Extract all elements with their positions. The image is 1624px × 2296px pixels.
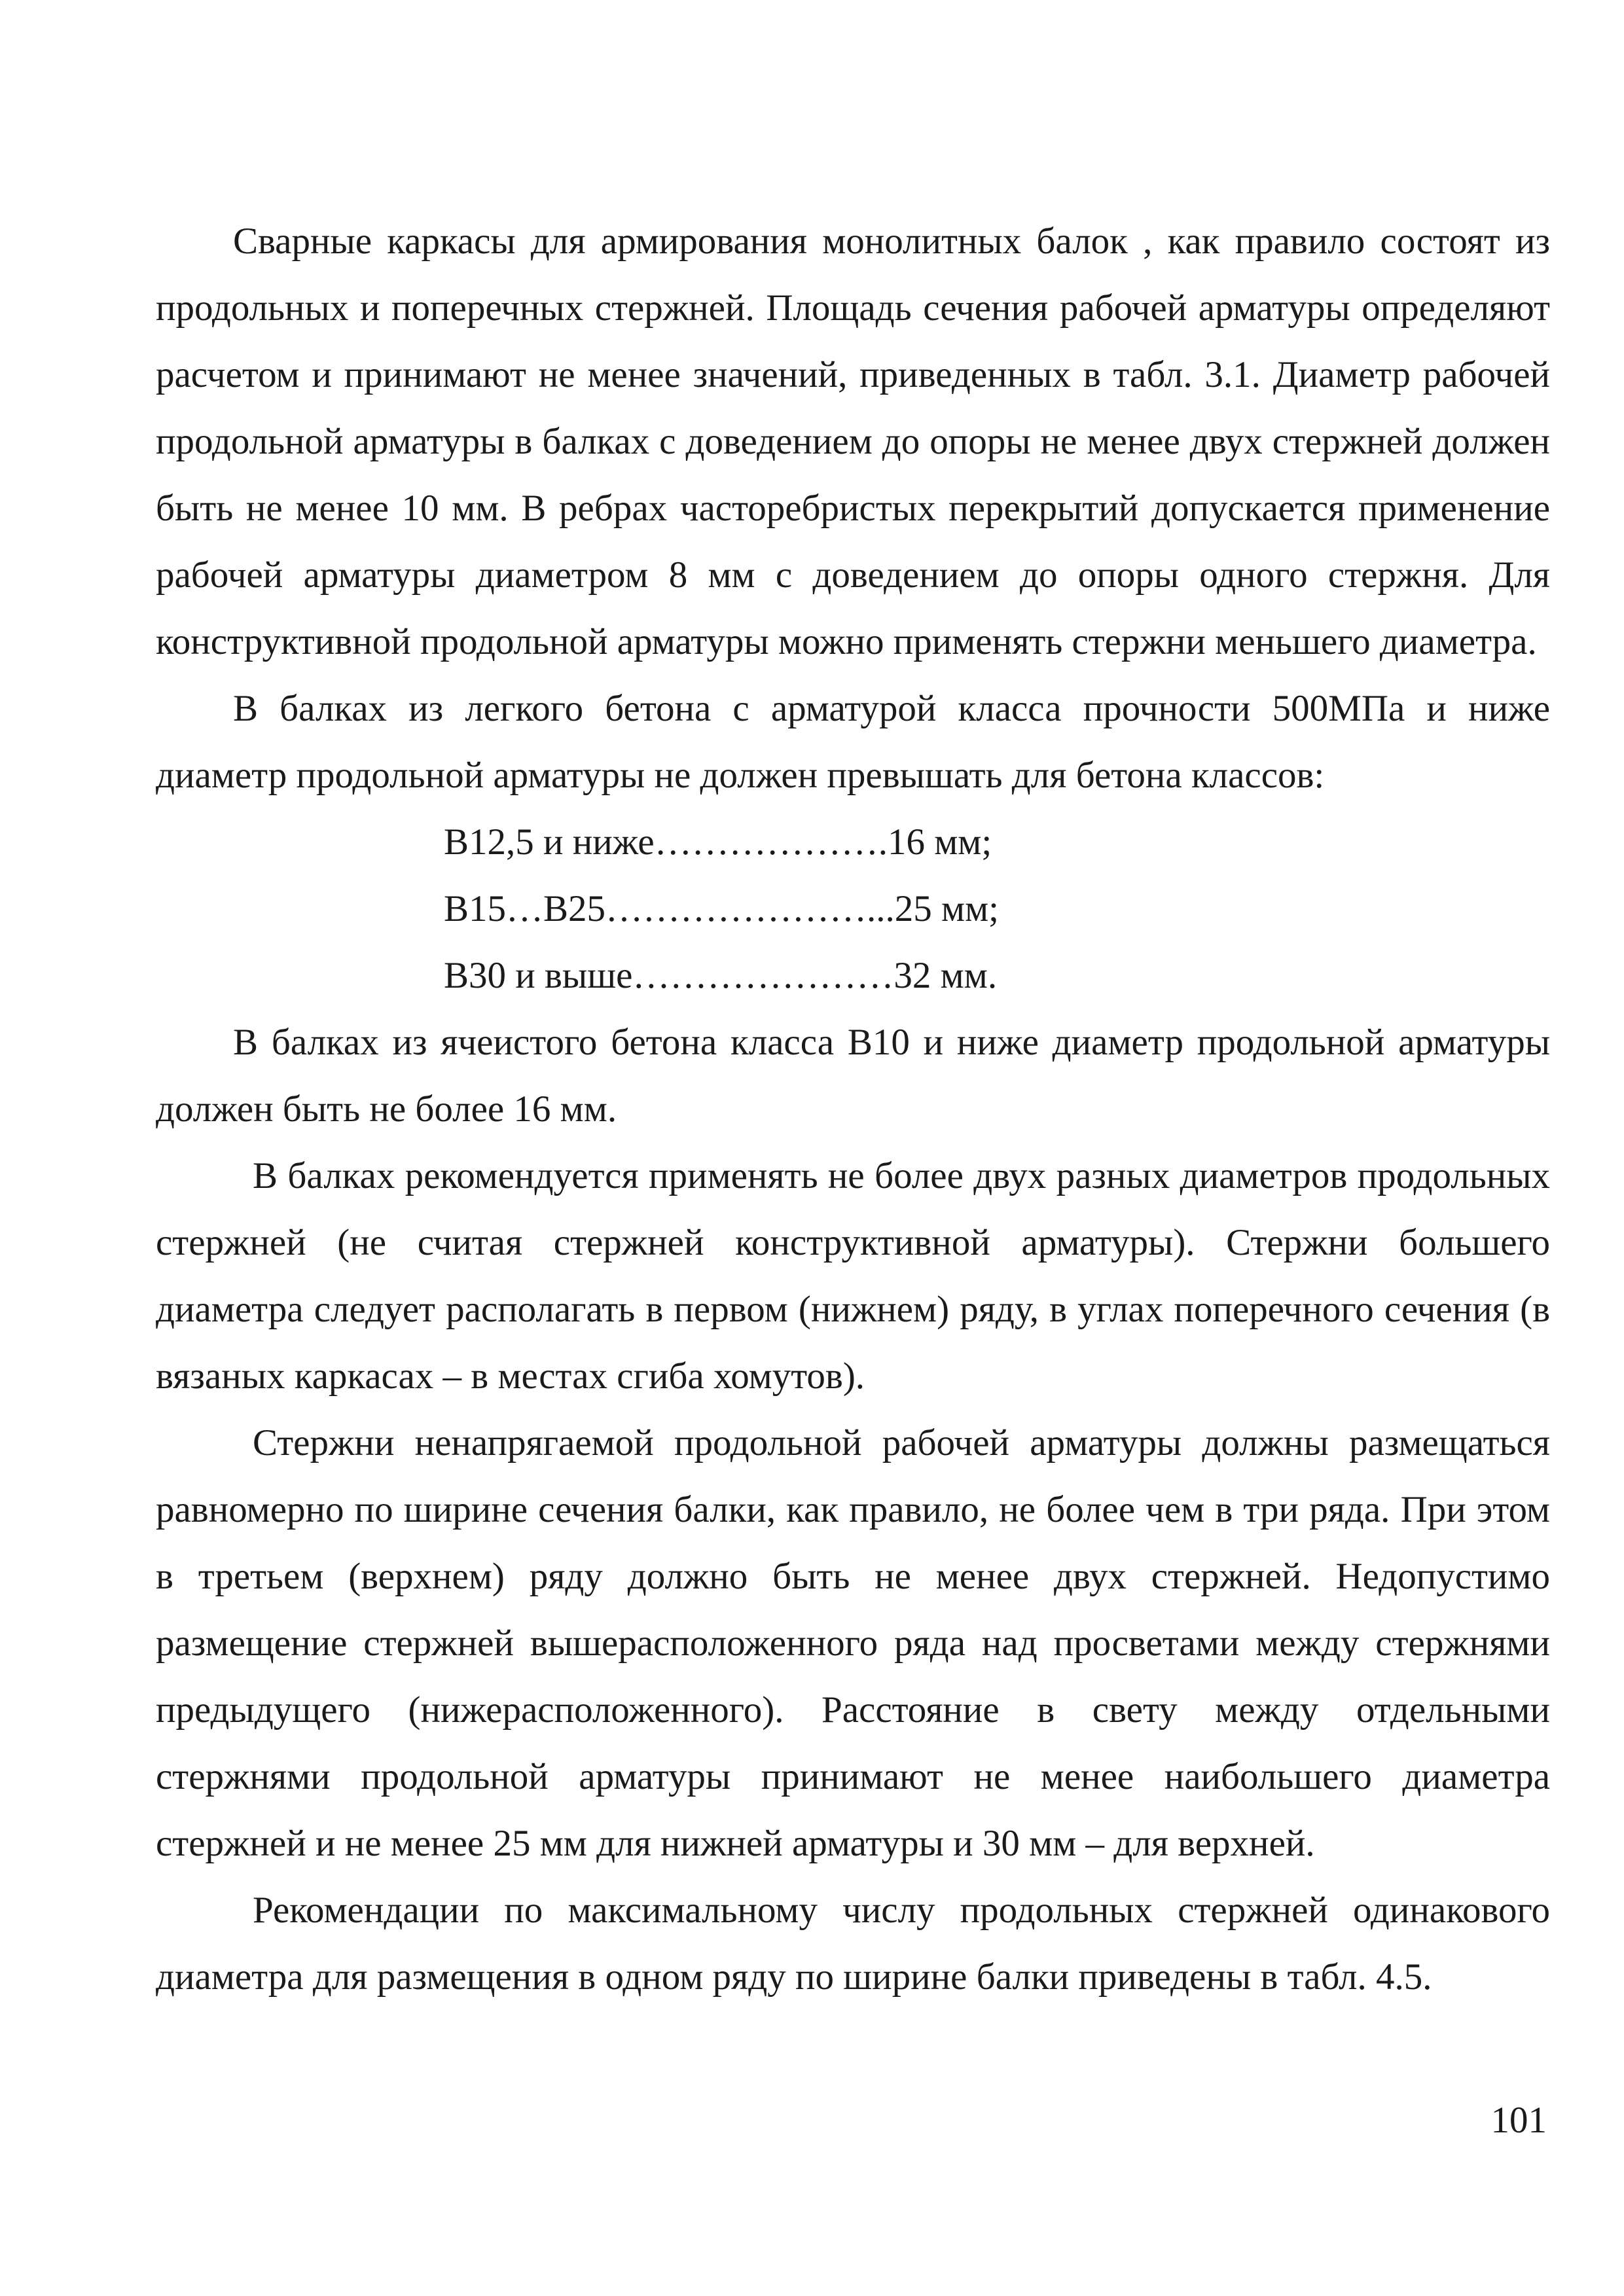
page-body — [156, 208, 1550, 2011]
paragraph-welded-frames: Сварные каркасы для армирования монолитных балок , как правило состоят из продольных и поперечных стержней. Площадь сечения рабочей арматуры определяют расчетом и принимают не менее значений, приведенных в табл. 3.1. Диаметр рабочей продольной арматуры в балках с доведением до опоры не менее двух стержней должен быть не менее 10 мм. В ребрах часторебристых перекрытий допускается применение рабочей арматуры диаметром 8 мм с доведением до опоры одного стержня. Для конструктивной продольной арматуры можно применять стержни меньшего диаметра. — [156, 221, 1550, 662]
paragraph-bar-placement: Стержни ненапрягаемой продольной рабочей арматуры должны размещаться равномерно по ширине сечения балки, как правило, не более чем в три ряда. При этом в третьем (верхнем) ряду должно быть не менее двух стержней. Недопустимо размещение стержней вышерасположенного ряда над просветами между стержнями предыдущего (нижерасположенного). Расстояние в свету между отдельными стержнями продольной арматуры принимают не менее наибольшего диаметра стержней и не менее 25 мм для нижней арматуры и 30 мм – для верхней. — [156, 1422, 1550, 1864]
paragraph-bar-diameters: В балках рекомендуется применять не более двух разных диаметров продольных стержней (не считая стержней конструктивной арматуры). Стержни большего диаметра следует располагать в первом (нижнем) ряду, в углах поперечного сечения (в вязаных каркасах – в местах сгиба хомутов). — [156, 1155, 1550, 1397]
concrete-class-list — [156, 809, 1550, 1009]
paragraph-cellular-concrete: В балках из ячеистого бетона класса В10 и ниже диаметр продольной арматуры должен быть не более 16 мм. — [156, 1022, 1550, 1130]
list-item: В12,5 и ниже……………….16 мм; — [444, 821, 992, 863]
list-item: В15…В25…………………...25 мм; — [444, 888, 1000, 929]
paragraph-recommendations: Рекомендации по максимальному числу продольных стержней одинакового диаметра для размещения в одном ряду по ширине балки приведены в табл. 4.5. — [156, 1890, 1550, 1998]
list-item: В30 и выше…………………32 мм. — [444, 955, 998, 996]
page-number: 101 — [1490, 2100, 1547, 2141]
paragraph-lightweight-concrete: В балках из легкого бетона с арматурой класса прочности 500МПа и ниже диаметр продольной арматуры не должен превышать для бетона классов: — [156, 688, 1550, 796]
